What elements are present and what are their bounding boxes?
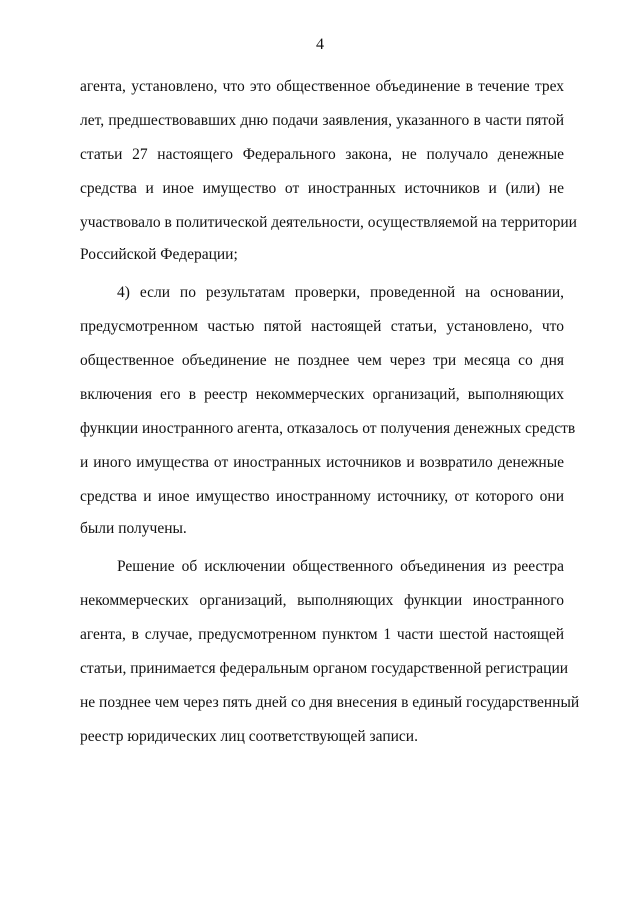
paragraph-3-line-1: Решение об исключении общественного объединения из реестра <box>117 558 564 575</box>
paragraph-1-line-1: агента, установлено, что это общественное объединение в течение трех <box>80 78 564 95</box>
paragraph-3-line-5: не позднее чем через пять дней со дня внесения в единый государственный <box>80 694 580 711</box>
paragraph-3-line-3: агента, в случае, предусмотренном пунктом 1 части шестой настоящей <box>80 626 564 643</box>
paragraph-3-line-2: некоммерческих организаций, выполняющих функции иностранного <box>80 592 564 609</box>
paragraph-2-line-5: функции иностранного агента, отказалось от получения денежных средств <box>80 420 576 437</box>
paragraph-2-line-3: общественное объединение не позднее чем через три месяца со дня <box>80 352 564 369</box>
paragraph-1-line-6: Российской Федерации; <box>80 246 238 263</box>
paragraph-1-line-3: статьи 27 настоящего Федерального закона, не получало денежные <box>80 146 564 163</box>
paragraph-1-line-2: лет, предшествовавших дню подачи заявления, указанного в части пятой <box>80 112 564 129</box>
paragraph-1-line-5: участвовало в политической деятельности, осуществляемой на территории <box>80 214 577 231</box>
page-number: 4 <box>316 36 324 53</box>
paragraph-3-line-6: реестр юридических лиц соответствующей записи. <box>80 728 418 745</box>
paragraph-2-line-1: 4) если по результатам проверки, проведенной на основании, <box>117 284 564 301</box>
paragraph-2-line-6: и иного имущества от иностранных источников и возвратило денежные <box>80 454 564 471</box>
paragraph-1-line-4: средства и иное имущество от иностранных источников и (или) не <box>80 180 564 197</box>
paragraph-2-line-4: включения его в реестр некоммерческих организаций, выполняющих <box>80 386 564 403</box>
paragraph-2-line-7: средства и иное имущество иностранному источнику, от которого они <box>80 488 564 505</box>
paragraph-2-line-8: были получены. <box>80 520 187 537</box>
paragraph-2-line-2: предусмотренном частью пятой настоящей статьи, установлено, что <box>80 318 564 335</box>
paragraph-3-line-4: статьи, принимается федеральным органом государственной регистрации <box>80 660 569 677</box>
